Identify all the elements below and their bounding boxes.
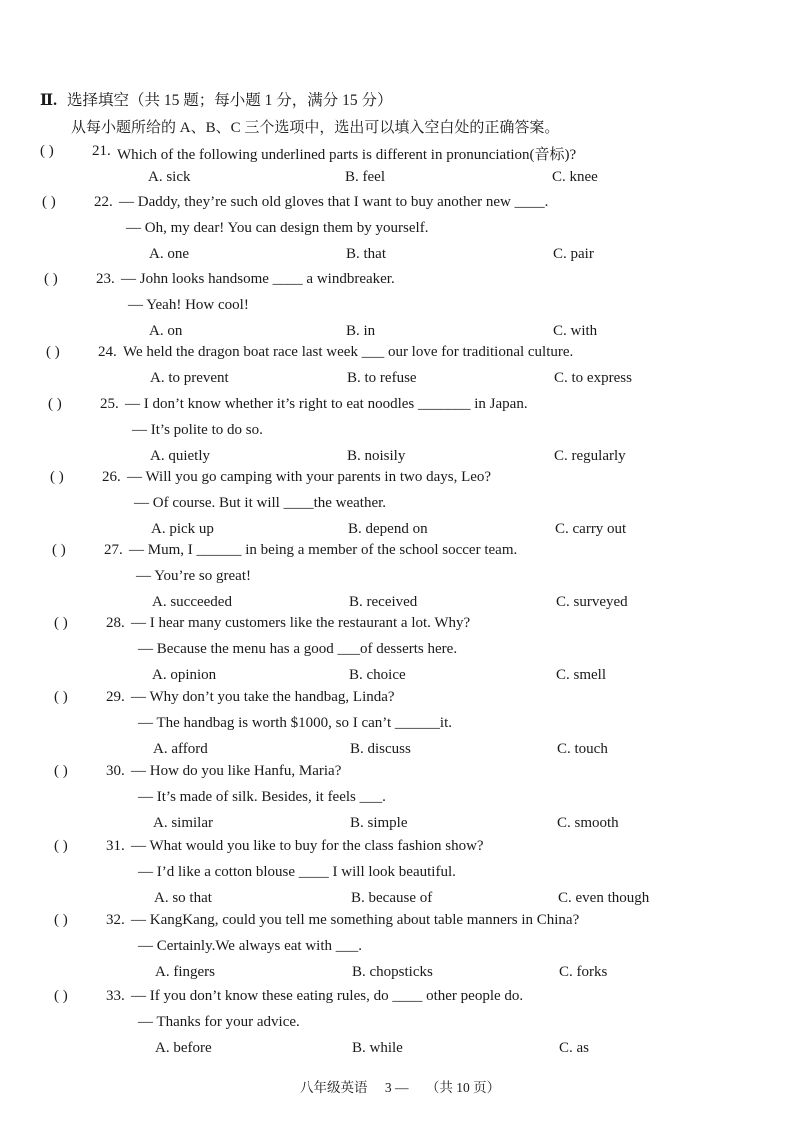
option-c[interactable]: C. regularly (554, 448, 626, 464)
question-response: — I’d like a cotton blouse ____ I will look beautiful. (138, 864, 456, 880)
answer-blank[interactable]: ( ) (52, 542, 66, 558)
question-number: 24. (98, 344, 117, 360)
section-number: Ⅱ. (40, 92, 57, 109)
question-response: — Thanks for your advice. (138, 1014, 300, 1030)
section-instruction: 从每小题所给的 A、B、C 三个选项中，选出可以填入空白处的正确答案。 (71, 120, 560, 136)
question-stem: — I hear many customers like the restaurant a lot. Why? (131, 615, 471, 631)
option-b[interactable]: B. chopsticks (352, 964, 433, 980)
question-stem: We held the dragon boat race last week ___ our love for traditional culture. (123, 344, 574, 360)
question-number: 29. (106, 689, 125, 705)
question-response: — It’s made of silk. Besides, it feels ___. (138, 789, 386, 805)
question-stem: — Why don’t you take the handbag, Linda? (131, 689, 395, 705)
section-header (40, 88, 392, 110)
question-number: 25. (100, 396, 119, 412)
answer-blank[interactable]: ( ) (54, 763, 68, 779)
question-response: — Of course. But it will ____the weather. (134, 495, 387, 511)
question-number: 23. (96, 271, 115, 287)
option-b[interactable]: B. simple (350, 815, 408, 831)
option-a[interactable]: A. similar (153, 815, 213, 831)
option-a[interactable]: A. to prevent (150, 370, 229, 386)
question-number: 21. (92, 143, 111, 159)
option-a[interactable]: A. pick up (151, 521, 214, 537)
option-c[interactable]: C. knee (552, 169, 598, 185)
option-a[interactable]: A. fingers (155, 964, 215, 980)
option-c[interactable]: C. forks (559, 964, 608, 980)
option-b[interactable]: B. choice (349, 667, 406, 683)
question-stem: — I don’t know whether it’s right to eat noodles _______ in Japan. (125, 396, 528, 412)
answer-blank[interactable]: ( ) (54, 689, 68, 705)
question-response: — Certainly.We always eat with ___. (138, 938, 363, 954)
answer-blank[interactable]: ( ) (54, 912, 68, 928)
question-number: 33. (106, 988, 125, 1004)
question-stem: — Mum, I ______ in being a member of the school soccer team. (129, 542, 518, 558)
option-a[interactable]: A. afford (153, 741, 208, 757)
option-c[interactable]: C. even though (558, 890, 650, 906)
option-a[interactable]: A. quietly (150, 448, 210, 464)
question-stem: — What would you like to buy for the class fashion show? (131, 838, 484, 854)
option-c[interactable]: C. surveyed (556, 594, 628, 610)
option-b[interactable]: B. received (349, 594, 418, 610)
question-response: — Because the menu has a good ___of desserts here. (138, 641, 458, 657)
answer-blank[interactable]: ( ) (54, 988, 68, 1004)
option-b[interactable]: B. in (346, 323, 376, 339)
question-number: 30. (106, 763, 125, 779)
option-c[interactable]: C. as (559, 1040, 589, 1056)
question-number: 28. (106, 615, 125, 631)
footer-total-pages: （共 10 页） (425, 1080, 501, 1095)
option-a[interactable]: A. one (149, 246, 189, 262)
option-b[interactable]: B. depend on (348, 521, 428, 537)
answer-blank[interactable]: ( ) (46, 344, 60, 360)
answer-blank[interactable]: ( ) (40, 143, 54, 159)
page-footer (300, 1076, 514, 1096)
question-stem: — Will you go camping with your parents in two days, Leo? (127, 469, 492, 485)
answer-blank[interactable]: ( ) (48, 396, 62, 412)
question-response: — Oh, my dear! You can design them by yourself. (126, 220, 429, 236)
option-c[interactable]: C. with (553, 323, 598, 339)
question-number: 27. (104, 542, 123, 558)
question-stem: — John looks handsome ____ a windbreaker. (121, 271, 395, 287)
option-c[interactable]: C. smell (556, 667, 607, 683)
option-a[interactable]: A. sick (148, 169, 191, 185)
question-stem: — Daddy, they’re such old gloves that I want to buy another new ____. (119, 194, 549, 210)
question-response: — You’re so great! (136, 568, 251, 584)
option-c[interactable]: C. smooth (557, 815, 619, 831)
footer-page-number: 3 — (384, 1080, 409, 1095)
option-b[interactable]: B. to refuse (347, 370, 417, 386)
question-number: 32. (106, 912, 125, 928)
option-c[interactable]: C. touch (557, 741, 608, 757)
question-stem: — How do you like Hanfu, Maria? (131, 763, 342, 779)
section-title: 选择填空（共 15 题；每小题 1 分，满分 15 分） (66, 92, 393, 109)
answer-blank[interactable]: ( ) (50, 469, 64, 485)
option-a[interactable]: A. so that (154, 890, 212, 906)
option-a[interactable]: A. before (155, 1040, 212, 1056)
option-b[interactable]: B. discuss (350, 741, 411, 757)
question-response: — It’s polite to do so. (132, 422, 263, 438)
option-a[interactable]: A. on (149, 323, 183, 339)
option-b[interactable]: B. feel (345, 169, 385, 185)
question-number: 31. (106, 838, 125, 854)
option-c[interactable]: C. to express (554, 370, 632, 386)
option-b[interactable]: B. noisily (347, 448, 406, 464)
option-b[interactable]: B. because of (351, 890, 433, 906)
question-response: — The handbag is worth $1000, so I can’t ______it. (138, 715, 452, 731)
question-stem: — If you don’t know these eating rules, do ____ other people do. (131, 988, 524, 1004)
footer-subject: 八年级英语 (300, 1080, 368, 1095)
question-number: 22. (94, 194, 113, 210)
option-b[interactable]: B. while (352, 1040, 403, 1056)
option-c[interactable]: C. pair (553, 246, 594, 262)
option-b[interactable]: B. that (346, 246, 386, 262)
answer-blank[interactable]: ( ) (54, 615, 68, 631)
option-a[interactable]: A. succeeded (152, 594, 232, 610)
answer-blank[interactable]: ( ) (42, 194, 56, 210)
question-stem: — KangKang, could you tell me something about table manners in China? (131, 912, 580, 928)
answer-blank[interactable]: ( ) (54, 838, 68, 854)
question-stem: Which of the following underlined parts is different in pronunciation(音标)? (117, 147, 577, 163)
question-number: 26. (102, 469, 121, 485)
option-c[interactable]: C. carry out (555, 521, 627, 537)
question-response: — Yeah! How cool! (128, 297, 249, 313)
option-a[interactable]: A. opinion (152, 667, 217, 683)
answer-blank[interactable]: ( ) (44, 271, 58, 287)
